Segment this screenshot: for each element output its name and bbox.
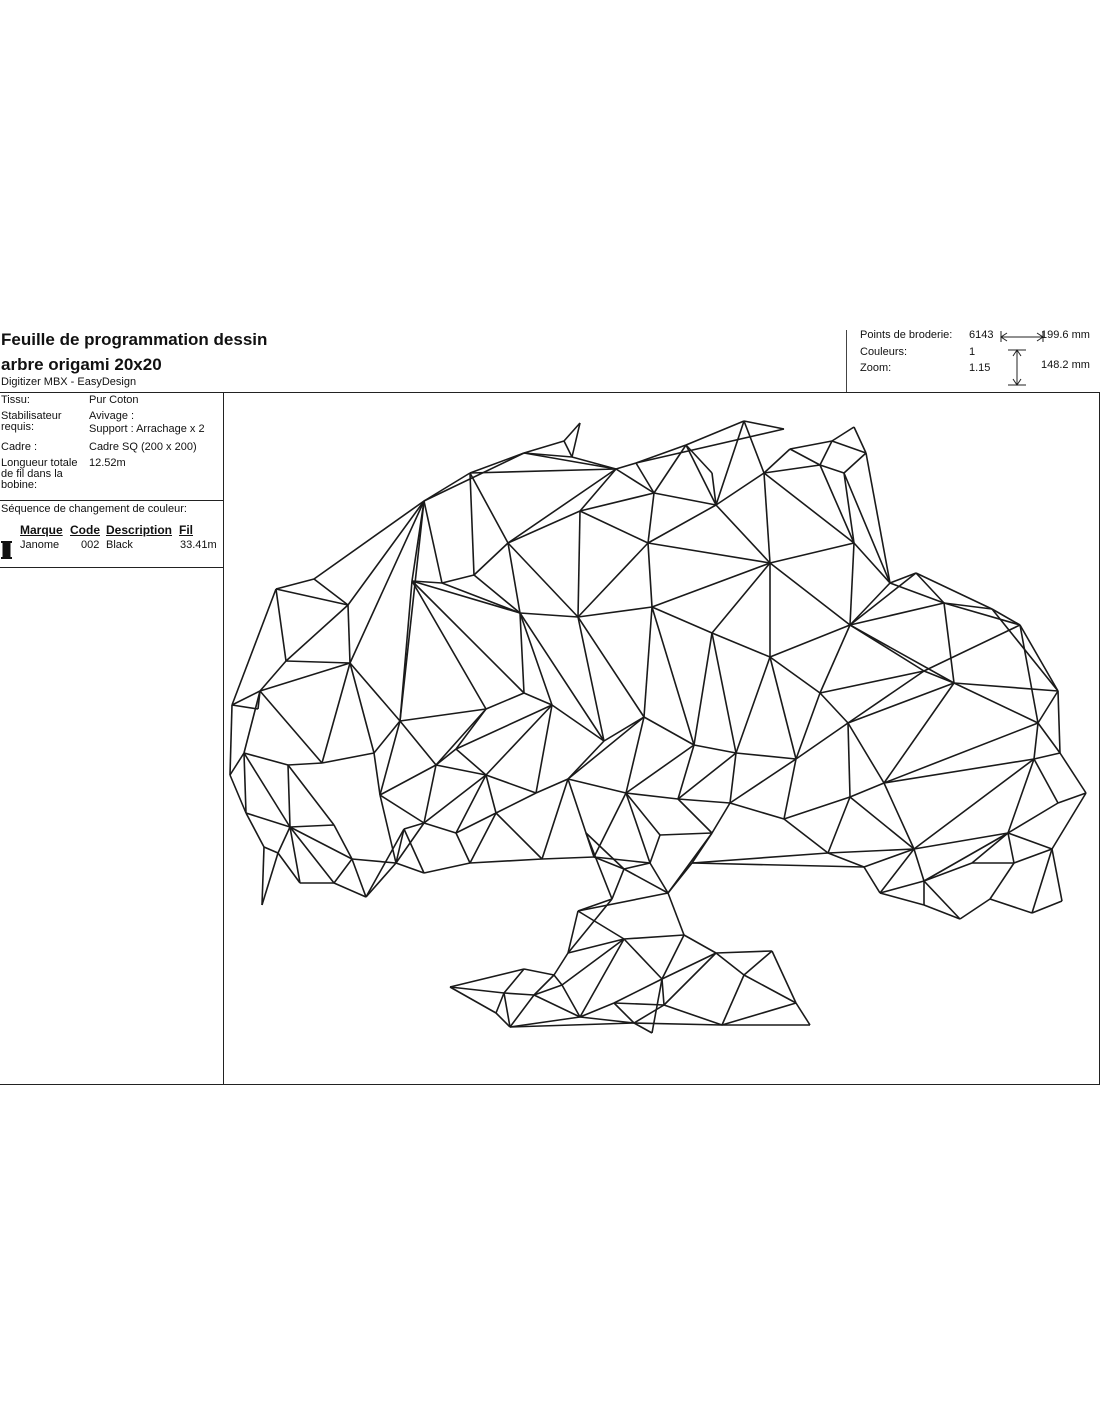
stitch-line <box>230 705 232 775</box>
col-header-code: Code <box>70 523 100 537</box>
fabric-label: Tissu: <box>1 394 30 406</box>
stitch-line <box>722 975 744 1025</box>
thread-spool-icon <box>1 541 12 559</box>
stitch-line <box>290 827 334 883</box>
stitch-line <box>614 1003 634 1023</box>
stitch-line <box>260 663 350 691</box>
stitch-line <box>276 589 286 661</box>
stitch-line <box>536 779 568 793</box>
stitch-line <box>716 421 744 505</box>
stitch-line <box>424 823 456 833</box>
stitch-line <box>264 847 278 853</box>
stitch-line <box>678 799 730 803</box>
stitch-line <box>850 797 914 849</box>
stitch-line <box>578 607 652 617</box>
color-sequence-title: Séquence de changement de couleur: <box>1 503 187 515</box>
stitch-line <box>636 463 654 493</box>
stitch-line <box>736 753 796 759</box>
stitch-line <box>470 813 496 863</box>
stitch-line <box>884 759 1034 783</box>
stitch-line <box>848 723 884 783</box>
stitch-line <box>542 779 568 859</box>
stitch-line <box>890 573 916 583</box>
stitch-line <box>652 607 712 633</box>
stitch-line <box>744 421 784 429</box>
zoom-value: 1.15 <box>969 362 991 374</box>
stitch-line <box>1008 803 1058 833</box>
stitch-line <box>634 1005 664 1023</box>
stitch-line <box>820 693 848 723</box>
stitch-line <box>442 575 474 583</box>
stitch-line <box>1060 753 1086 793</box>
stitch-line <box>850 783 884 797</box>
stitch-line <box>1058 793 1086 803</box>
stitch-line <box>712 803 730 833</box>
thread-length-value: 12.52m <box>89 457 126 469</box>
stitch-line <box>348 605 350 663</box>
stitch-line <box>850 543 854 625</box>
stitch-line <box>880 881 924 893</box>
stitch-line <box>716 951 772 953</box>
row-code: 002 <box>81 539 100 551</box>
stitch-line <box>1008 833 1014 863</box>
stitch-line <box>678 745 694 799</box>
stitch-line <box>244 753 246 813</box>
stitch-line <box>678 799 712 833</box>
stitch-line <box>352 859 396 863</box>
stitch-line <box>790 449 820 465</box>
stitch-line <box>496 793 536 813</box>
stitch-line <box>474 543 508 575</box>
stitch-line <box>260 691 322 763</box>
stitch-line <box>1034 753 1060 759</box>
stitch-line <box>634 1023 722 1025</box>
stitch-line <box>568 779 626 793</box>
stitch-line <box>624 863 650 869</box>
col-header-brand: Marque <box>20 523 63 537</box>
stitch-line <box>424 501 442 583</box>
stitch-line <box>580 1017 634 1023</box>
stitch-line <box>850 625 924 671</box>
stitch-line <box>1014 849 1052 863</box>
stitch-line <box>486 775 536 793</box>
stitch-line <box>424 473 470 501</box>
stitch-line <box>424 453 524 501</box>
sequence-divider <box>0 567 223 568</box>
stitch-line <box>884 783 914 849</box>
stitch-line <box>626 793 678 799</box>
stitch-line <box>924 625 1020 671</box>
design-stats-panel <box>846 330 1100 392</box>
stitch-line <box>730 753 736 803</box>
stitch-line <box>770 563 850 625</box>
stitch-line <box>1052 849 1062 901</box>
stitch-line <box>784 797 850 819</box>
stitch-line <box>848 723 850 797</box>
stitch-line <box>230 753 244 775</box>
stitch-count-value: 6143 <box>969 329 994 341</box>
stitch-line <box>334 859 352 883</box>
stitch-line <box>456 775 486 833</box>
stitch-line <box>1008 759 1034 833</box>
stitch-line <box>400 709 486 721</box>
stitch-line <box>828 853 864 867</box>
stitch-line <box>844 453 866 473</box>
stitch-line <box>850 625 954 683</box>
stitch-line <box>648 493 654 543</box>
stitch-line <box>470 473 508 543</box>
stitch-line <box>568 741 604 779</box>
stitch-line <box>614 979 662 1003</box>
stitch-line <box>914 849 924 881</box>
col-header-thread: Fil <box>179 523 193 537</box>
stitch-line <box>436 749 456 765</box>
color-count-label: Couleurs: <box>860 346 908 358</box>
stitch-line <box>586 833 612 899</box>
stitch-line <box>554 953 568 975</box>
stitch-line <box>844 473 890 583</box>
stitch-line <box>730 759 796 803</box>
stabilizer-label: Stabilisateur requis: <box>1 410 62 433</box>
stitch-line <box>542 857 594 859</box>
programming-sheet <box>0 330 1100 1086</box>
stitch-line <box>496 813 542 859</box>
stitch-line <box>668 863 692 893</box>
col-header-description: Description <box>106 523 173 537</box>
stitch-line <box>648 505 716 543</box>
stitch-line <box>232 705 258 709</box>
stitch-line <box>668 893 684 935</box>
stitch-line <box>990 899 1032 913</box>
stitch-line <box>664 1005 722 1025</box>
stitch-line <box>764 473 770 563</box>
stitch-line <box>536 705 552 793</box>
stitch-line <box>644 607 652 717</box>
stitch-line <box>474 575 520 613</box>
stabilizer-value: Avivage : Support : Arrachage x 2 <box>89 410 205 435</box>
row-thread: 33.41m <box>180 539 217 551</box>
stitch-line <box>486 775 496 813</box>
stitch-line <box>924 863 972 881</box>
stitch-line <box>470 473 474 575</box>
stitch-line <box>442 583 520 613</box>
software-name: Digitizer MBX - EasyDesign <box>1 376 137 388</box>
stitch-line <box>262 847 264 905</box>
stitch-line <box>374 753 380 795</box>
stitch-line <box>626 793 650 863</box>
stitch-line <box>450 969 524 987</box>
stitch-line <box>944 603 1020 625</box>
stitch-line <box>244 691 260 753</box>
stitch-line <box>616 463 636 469</box>
row-brand: Janome <box>20 539 60 551</box>
stitch-line <box>276 579 314 589</box>
stitch-line <box>508 511 580 543</box>
stitch-line <box>772 951 796 1003</box>
stitch-line <box>290 825 334 827</box>
stitch-line <box>380 795 424 823</box>
embroidery-tree-design <box>224 393 1098 1083</box>
stitch-line <box>496 993 504 1013</box>
stitch-line <box>322 663 350 763</box>
stitch-line <box>990 863 1014 899</box>
stitch-line <box>796 693 820 759</box>
stitch-line <box>662 953 716 979</box>
stitch-line <box>1032 901 1062 913</box>
stitch-line <box>564 441 572 457</box>
stitch-line <box>348 501 424 605</box>
stitch-line <box>692 833 712 863</box>
stitch-line <box>278 827 290 853</box>
stitch-line <box>884 683 954 783</box>
stitch-line <box>520 613 552 705</box>
stitch-line <box>1058 691 1060 753</box>
stitch-line <box>784 759 796 819</box>
stitch-line <box>520 613 604 741</box>
stitch-line <box>594 793 626 857</box>
stitch-line <box>850 583 890 625</box>
stitch-line <box>1008 833 1052 849</box>
stitch-line <box>924 905 960 919</box>
stitch-line <box>456 749 486 775</box>
stitch-line <box>848 683 954 723</box>
stitch-line <box>380 795 396 863</box>
stitch-line <box>992 609 1020 625</box>
stitch-line <box>552 705 604 741</box>
stitch-line <box>366 863 396 897</box>
stitch-line <box>686 421 744 445</box>
stitch-line <box>554 975 562 985</box>
stitch-line <box>678 753 736 799</box>
stitch-line <box>716 953 744 975</box>
stitch-line <box>654 493 716 505</box>
stitch-line <box>314 501 424 579</box>
stitch-line <box>828 797 850 853</box>
stitch-line <box>960 899 990 919</box>
stitch-line <box>828 849 914 853</box>
stitch-line <box>662 935 684 979</box>
stitch-line <box>504 993 534 995</box>
stitch-line <box>568 717 644 779</box>
stitch-line <box>650 835 660 863</box>
stitch-line <box>230 775 246 813</box>
stitch-line <box>424 863 470 873</box>
stitch-line <box>744 975 796 1003</box>
hoop-label: Cadre : <box>1 441 38 453</box>
zoom-label: Zoom: <box>860 362 892 374</box>
stitch-line <box>796 1003 810 1025</box>
stitch-line <box>730 803 784 819</box>
hoop-value: Cadre SQ (200 x 200) <box>89 441 197 453</box>
sheet-title-line2: arbre origami 20x20 <box>1 355 162 374</box>
stitch-line <box>692 853 828 863</box>
stitch-line <box>486 705 552 775</box>
stitch-line <box>636 429 784 463</box>
stitch-line <box>578 511 580 617</box>
stitch-line <box>486 693 524 709</box>
stitch-line <box>424 775 486 823</box>
design-height: 148.2 mm <box>1041 359 1090 371</box>
stitch-line <box>634 1023 652 1033</box>
stitch-line <box>716 473 764 505</box>
stitch-line <box>890 583 944 603</box>
stitch-line <box>456 833 470 863</box>
stitch-line <box>524 441 564 453</box>
stitch-line <box>262 853 278 905</box>
stitch-line <box>562 939 624 985</box>
stitch-line <box>712 633 736 753</box>
fields-divider <box>0 500 223 501</box>
stitch-line <box>322 753 374 763</box>
stitch-line <box>1038 723 1060 753</box>
stitch-line <box>648 543 652 607</box>
stitch-line <box>744 421 764 473</box>
stitch-line <box>624 939 662 979</box>
stitch-line <box>660 833 712 835</box>
stitch-line <box>744 951 772 975</box>
stitch-line <box>716 505 770 563</box>
stitch-line <box>578 911 624 939</box>
stitch-line <box>924 671 954 683</box>
stitch-line <box>580 511 648 543</box>
stitch-line <box>944 603 954 683</box>
stitch-line <box>770 543 854 563</box>
stitch-line <box>1034 723 1038 759</box>
stitch-line <box>286 661 350 663</box>
fabric-value: Pur Coton <box>89 394 139 406</box>
stitch-line <box>524 969 554 975</box>
stitch-line <box>784 819 828 853</box>
stitch-line <box>604 717 644 741</box>
thread-length-label: Longueur totale de fil dans la bobine: <box>1 457 78 491</box>
stitch-line <box>790 441 832 449</box>
stitch-line <box>1034 759 1058 803</box>
stitch-line <box>662 979 664 1005</box>
stitch-line <box>288 765 290 827</box>
stitch-line <box>854 543 890 583</box>
stitch-line <box>524 453 616 469</box>
stitch-count-label: Points de broderie: <box>860 329 953 341</box>
stitch-line <box>286 605 348 661</box>
stitch-line <box>694 633 712 745</box>
stitch-line <box>764 473 854 543</box>
stitch-line <box>612 869 624 899</box>
stitch-line <box>1032 849 1052 913</box>
stitch-line <box>722 1003 796 1025</box>
stitch-line <box>580 1003 614 1017</box>
stitch-line <box>470 453 524 473</box>
stitch-line <box>692 863 864 867</box>
stitch-line <box>832 427 854 441</box>
stitch-line <box>924 881 960 919</box>
stitch-line <box>652 979 662 1033</box>
stitch-line <box>1038 691 1058 723</box>
stitch-line <box>684 935 716 953</box>
stitch-line <box>436 709 486 765</box>
stitch-line <box>880 893 924 905</box>
stitch-line <box>694 745 736 753</box>
stitch-line <box>624 935 684 939</box>
stitch-line <box>578 893 668 911</box>
footer-divider <box>0 1084 1100 1085</box>
stitch-line <box>820 441 832 465</box>
stitch-line <box>736 657 770 753</box>
stitch-line <box>380 765 436 795</box>
stitch-line <box>290 827 300 883</box>
stitch-line <box>864 867 880 893</box>
stitch-line <box>436 765 486 775</box>
stitch-line <box>470 469 616 473</box>
stitch-line <box>616 469 654 493</box>
stitch-line <box>470 859 542 863</box>
stitch-line <box>712 633 770 657</box>
stitch-line <box>288 765 334 825</box>
design-width: 199.6 mm <box>1041 329 1090 341</box>
row-description: Black <box>106 539 133 551</box>
stitch-line <box>400 501 424 721</box>
stitch-line <box>580 493 654 511</box>
stitch-line <box>510 995 534 1027</box>
stitch-line <box>520 613 578 617</box>
sheet-title-line1: Feuille de programmation dessin <box>1 330 268 349</box>
stitch-line <box>796 723 848 759</box>
stitch-line <box>866 453 890 583</box>
stitch-line <box>400 721 436 765</box>
stitch-line <box>626 793 660 835</box>
color-count-value: 1 <box>969 346 976 358</box>
stitch-line <box>578 543 648 617</box>
stitch-line <box>648 543 770 563</box>
stitch-line <box>288 763 322 765</box>
